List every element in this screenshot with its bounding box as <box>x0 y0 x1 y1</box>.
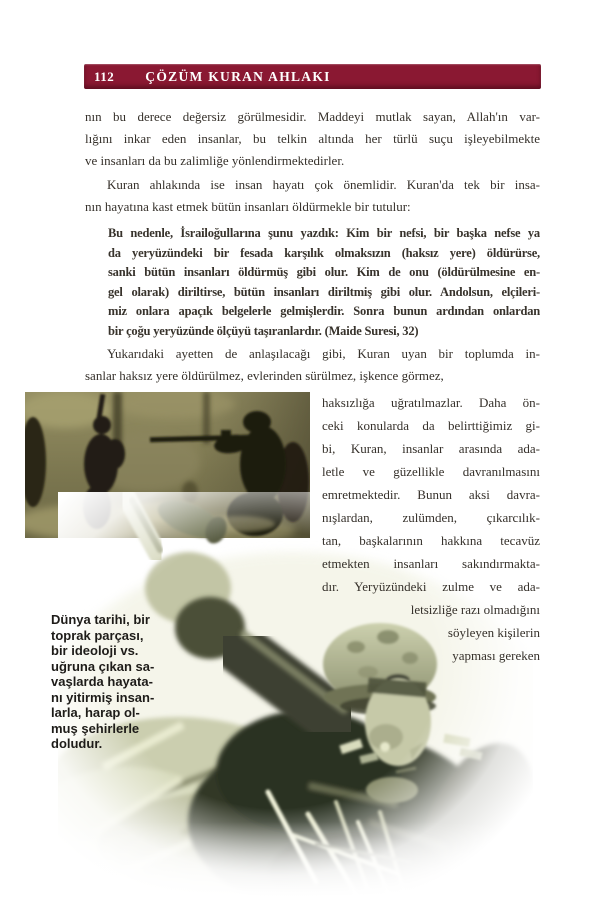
paragraph-wrap-column <box>322 391 540 667</box>
paragraph-continuation <box>85 106 540 172</box>
text-line: nın hayatına kast etmek bütün insanları öldürmekle bir tutulur: <box>85 199 411 214</box>
running-title: ÇÖZÜM KURAN AHLAKI <box>145 68 331 84</box>
text-line: Dünya tarihi, bir <box>51 612 150 627</box>
photo-caption <box>51 612 219 752</box>
text-line: vaşlarda hayata- <box>51 674 153 689</box>
text-line: letsizliğe razı olmadığını <box>410 602 540 617</box>
text-line: yapması gereken <box>452 648 540 663</box>
text-line: miz onlara apaçık belgelerle gelmişlerdir. Sonra bunun ardından onlardan <box>108 304 540 318</box>
text-line: muş şehirlerle <box>51 720 140 736</box>
text-line: Bu nedenle, İsrailoğullarına şunu yazdık: Kim bir nefsi, bir başka nefse ya <box>108 226 540 240</box>
paragraph <box>85 343 540 387</box>
text-line: uğruna çıkan sa- <box>51 658 155 674</box>
text-line: emretmektedir. Bunun aksi davra- <box>322 487 540 502</box>
text-line: tan, başkalarının hakkına tecavüz <box>322 533 540 548</box>
text-line: ve insanları da bu zalimliğe yönlendirmektedirler. <box>85 153 345 168</box>
page-header-bar <box>84 64 541 89</box>
text-line: haksızlığa uğratılmazlar. Daha ön- <box>322 395 540 410</box>
text-line: gel olarak) diriltirse, bütün insanları diriltmiş gibi olur. Andolsun, elçileri- <box>108 284 540 299</box>
text-line: ceki konularda da belirttiğimiz gi- <box>322 418 540 433</box>
text-line: lığını inkar eden insanlar, bu telkin altında her türlü suçu işleyebilmekte <box>85 131 540 146</box>
text-line: nın bu derece değersiz görülmesidir. Maddeyi mutlak sayan, Allah'ın var- <box>85 109 540 124</box>
text-line: sanki bütün insanları öldürmüş gibi olur. Kim de onu (öldürülmesine en- <box>108 265 540 279</box>
text-line: Yukarıdaki ayetten de anlaşılacağı gibi, Kuran uyan bir toplumda in- <box>107 346 540 361</box>
text-line: sanlar haksız yere öldürülmez, evlerinden sürülmez, işkence görmez, <box>85 368 444 383</box>
text-line: Kuran ahlakında ise insan hayatı çok önemlidir. Kuran'da tek bir insa- <box>107 177 540 192</box>
text-line: bi, Kuran, insanlar arasında ada- <box>322 441 540 456</box>
text-line: toprak parçası, <box>51 627 144 643</box>
text-line: bir ideoloji vs. <box>51 643 139 658</box>
text-line: larla, harap ol- <box>51 705 140 720</box>
text-line: dır. Yeryüzündeki zulme ve ada- <box>322 579 540 594</box>
text-line: etmekten insanları sakındırmakta- <box>322 556 540 571</box>
page-number: 112 <box>94 68 115 84</box>
text-line: nışlardan, zulümden, çıkarcılık- <box>322 510 540 525</box>
text-line: bir çoğu yeryüzünde ölçüyü taşıranlardır. (Maide Suresi, 32) <box>108 323 419 338</box>
text-line: da yeryüzündeki bir fesada karşılık olmaksızın (haksız yere) öldürürse, <box>108 245 540 260</box>
text-line: doludur. <box>51 736 103 751</box>
quran-verse-quote <box>108 224 540 341</box>
text-line: letle ve güzellikle davranılmasını <box>322 464 540 479</box>
paragraph <box>85 174 540 218</box>
text-line: nı yitirmiş insan- <box>51 689 155 705</box>
text-line: söyleyen kişilerin <box>447 625 540 640</box>
